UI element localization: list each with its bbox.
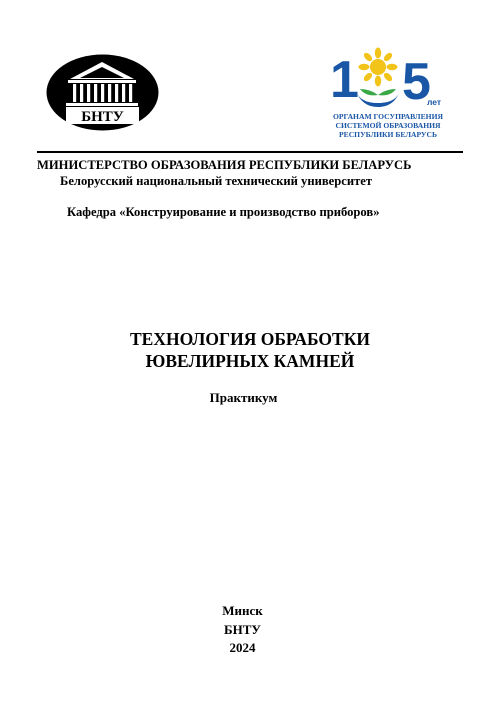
anniversary-caption-line-3: РЕСПУБЛИКИ БЕЛАРУСЬ bbox=[338, 130, 438, 139]
header-divider bbox=[37, 151, 463, 153]
anniversary-105-logo bbox=[326, 45, 450, 142]
imprint bbox=[0, 602, 485, 658]
ministry-name: МИНИСТЕРСТВО ОБРАЗОВАНИЯ РЕСПУБЛИКИ БЕЛАРУСЬ bbox=[37, 158, 412, 172]
anniversary-caption-line-1: ОРГАНАМ ГОСУПРАВЛЕНИЯ bbox=[333, 112, 443, 121]
document-subtitle: Практикум bbox=[209, 390, 278, 405]
document-title bbox=[0, 328, 500, 372]
imprint-year: 2024 bbox=[229, 640, 256, 655]
imprint-publisher: БНТУ bbox=[224, 621, 261, 637]
bntu-logo bbox=[44, 52, 161, 133]
department-name: Кафедра «Конструирование и производство приборов» bbox=[67, 205, 380, 219]
document-title-line-2: ЮВЕЛИРНЫХ КАМНЕЙ bbox=[145, 351, 355, 371]
anniversary-number-5: 5 bbox=[402, 53, 431, 111]
anniversary-years-text: лет bbox=[426, 97, 442, 107]
imprint-city: Минск bbox=[222, 603, 263, 618]
anniversary-caption-line-2: СИСТЕМОЙ ОБРАЗОВАНИЯ bbox=[335, 121, 441, 130]
bntu-logo-text: БНТУ bbox=[81, 109, 124, 125]
anniversary-number-1: 1 bbox=[330, 51, 359, 109]
university-name: Белорусский национальный технический университет bbox=[60, 174, 373, 188]
document-title-line-1: ТЕХНОЛОГИЯ ОБРАБОТКИ bbox=[129, 329, 371, 349]
flower-icon bbox=[356, 48, 400, 108]
